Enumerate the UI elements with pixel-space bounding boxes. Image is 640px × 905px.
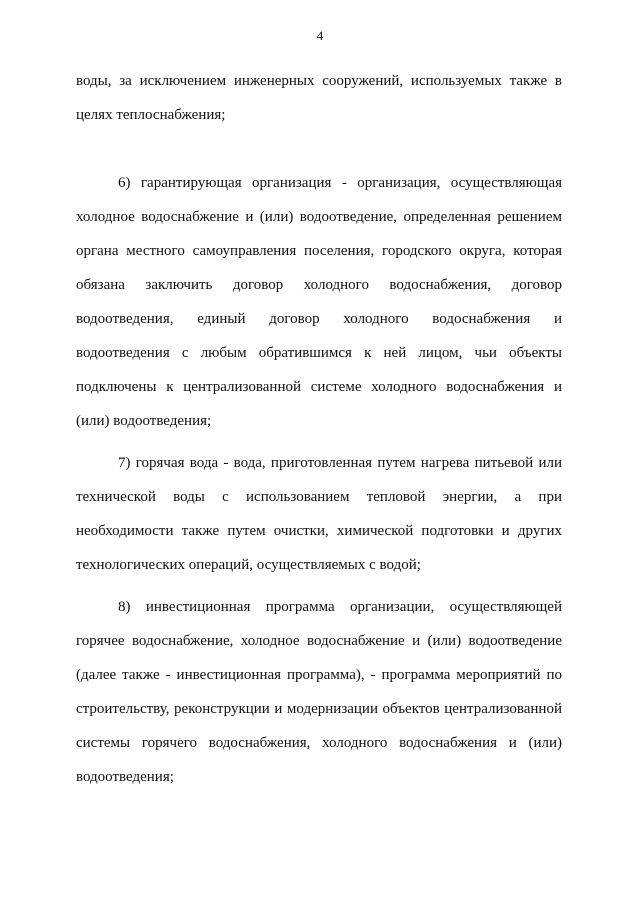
- text-line: водоотведения, единый договор холодного водоснабжения и: [76, 311, 562, 327]
- text-line: технологических операций, осуществляемых с водой;: [76, 557, 421, 573]
- text-line: (далее также - инвестиционная программа), - программа мероприятий по: [76, 667, 562, 683]
- text-line: горячее водоснабжение, холодное водоснабжение и (или) водоотведение: [76, 633, 562, 649]
- page-number: 4: [316, 28, 324, 43]
- text-line: воды, за исключением инженерных сооружений, используемых также в: [76, 73, 562, 89]
- text-line: технической воды с использованием тепловой энергии, а при: [76, 489, 562, 505]
- text-line: целях теплоснабжения;: [76, 107, 226, 123]
- text-line: строительству, реконструкции и модернизации объектов централизованной: [76, 701, 562, 717]
- paragraph-spacer: [76, 132, 562, 166]
- text-line: (или) водоотведения;: [76, 413, 212, 429]
- item-6-heading-line: 6) гарантирующая организация - организация, осуществляющая: [118, 175, 562, 191]
- paragraph-spacer: [76, 582, 562, 590]
- paragraph-spacer: [76, 438, 562, 446]
- text-line: органа местного самоуправления поселения, городского округа, которая: [76, 243, 562, 259]
- text-line: обязана заключить договор холодного водоснабжения, договор: [76, 277, 562, 293]
- text-line: системы горячего водоснабжения, холодного водоснабжения и (или): [76, 735, 562, 751]
- item-7-heading-line: 7) горячая вода - вода, приготовленная путем нагрева питьевой или: [118, 455, 562, 471]
- text-line: необходимости также путем очистки, химической подготовки и других: [76, 523, 562, 539]
- document-body: [76, 64, 562, 794]
- item-8-heading-line: 8) инвестиционная программа организации, осуществляющей: [118, 599, 562, 615]
- text-line: водоотведения с любым обратившимся к ней лицом, чьи объекты: [76, 345, 562, 361]
- text-line: холодное водоснабжение и (или) водоотведение, определенная решением: [76, 209, 562, 225]
- text-line: подключены к централизованной системе холодного водоснабжения и: [76, 379, 562, 395]
- text-line: водоотведения;: [76, 769, 174, 785]
